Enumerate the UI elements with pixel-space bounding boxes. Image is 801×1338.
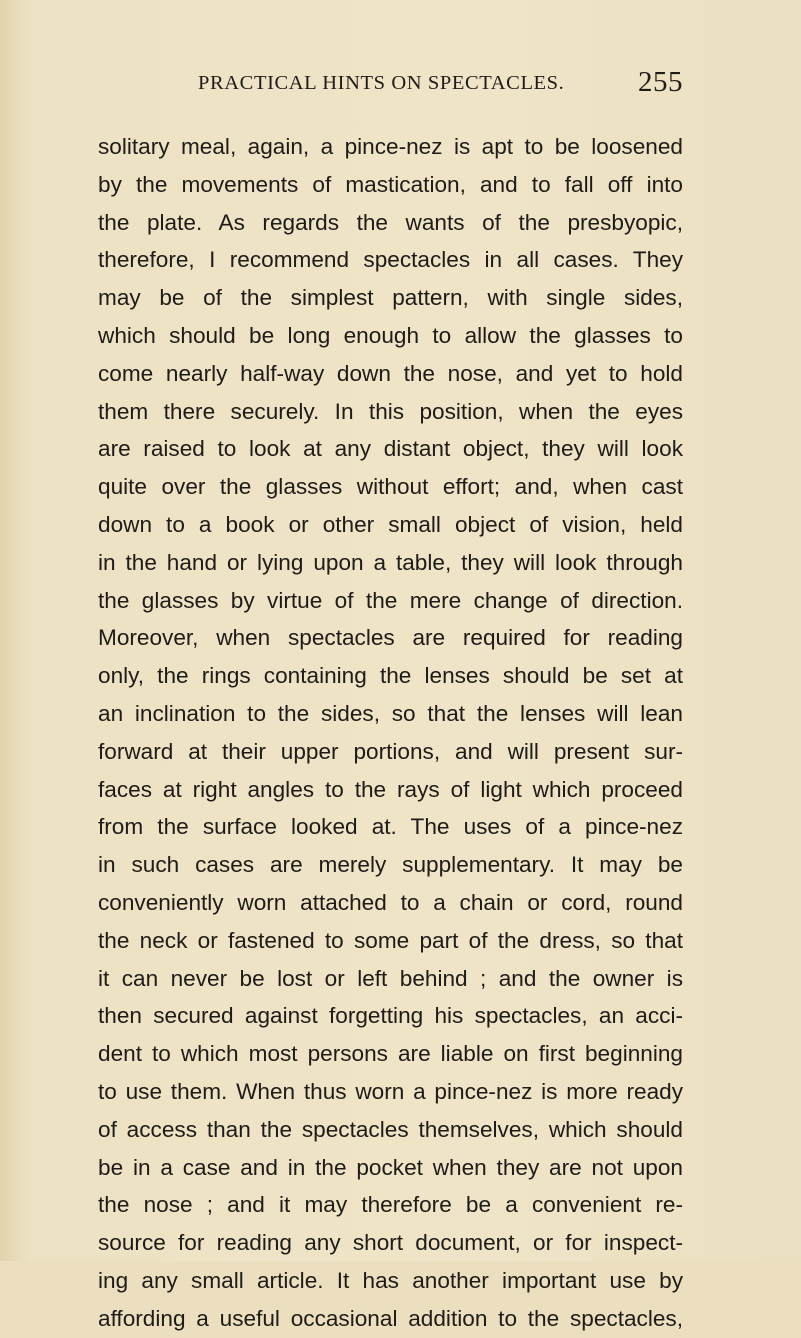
text-line: them there securely. In this position, when the eyes — [98, 398, 683, 424]
text-line: source for reading any short document, or for inspect- — [98, 1230, 683, 1256]
text-line: the plate. As regards the wants of the presbyopic, — [98, 209, 683, 235]
text-line: are raised to look at any distant object, they will look — [98, 436, 683, 462]
text-line: the neck or fastened to some part of the dress, so that — [98, 927, 683, 953]
text-line: only, the rings containing the lenses should be set at — [98, 663, 683, 689]
text-line: Moreover, when spectacles are required for reading — [98, 625, 683, 651]
text-line: an inclination to the sides, so that the lenses will lean — [98, 700, 683, 726]
text-line: be in a case and in the pocket when they are not upon — [98, 1154, 683, 1180]
text-line: solitary meal, again, a pince-nez is apt to be loosened — [98, 134, 683, 159]
text-line: forward at their upper portions, and will present sur- — [98, 738, 683, 764]
text-line: the nose ; and it may therefore be a convenient re- — [98, 1192, 683, 1218]
text-line: in the hand or lying upon a table, they will look through — [98, 549, 683, 575]
text-line: by the movements of mastication, and to fall off into — [98, 171, 683, 197]
text-line: which should be long enough to allow the glasses to — [98, 322, 683, 348]
text-line: of access than the spectacles themselves, which should — [98, 1116, 683, 1142]
text-line: from the surface looked at. The uses of a pince-nez — [98, 814, 683, 840]
text-line: therefore, I recommend spectacles in all cases. They — [98, 247, 683, 273]
body-text — [98, 128, 683, 1338]
text-line: the glasses by virtue of the mere change of direction. — [98, 587, 683, 613]
text-line: dent to which most persons are liable on first beginning — [98, 1041, 683, 1067]
text-line: faces at right angles to the rays of light which proceed — [98, 776, 683, 802]
page-header — [0, 66, 801, 112]
text-line: it can never be lost or left behind ; and the owner is — [98, 965, 683, 991]
text-line: affording a useful occasional addition to the spectacles, — [98, 1305, 683, 1331]
text-line: ing any small article. It has another important use by — [98, 1267, 683, 1293]
text-line: in such cases are merely supplementary. It may be — [98, 852, 683, 878]
text-line: down to a book or other small object of vision, held — [98, 511, 683, 537]
text-line: come nearly half-way down the nose, and yet to hold — [98, 360, 683, 386]
running-head: PRACTICAL HINTS ON SPECTACLES. — [198, 72, 565, 94]
page-number: 255 — [638, 66, 683, 98]
text-line: then secured against forgetting his spectacles, an acci- — [98, 1003, 683, 1029]
text-line: quite over the glasses without effort; and, when cast — [98, 474, 683, 500]
text-line: conveniently worn attached to a chain or cord, round — [98, 889, 683, 915]
text-line: to use them. When thus worn a pince-nez is more ready — [98, 1078, 683, 1104]
text-line: may be of the simplest pattern, with single sides, — [98, 285, 683, 311]
